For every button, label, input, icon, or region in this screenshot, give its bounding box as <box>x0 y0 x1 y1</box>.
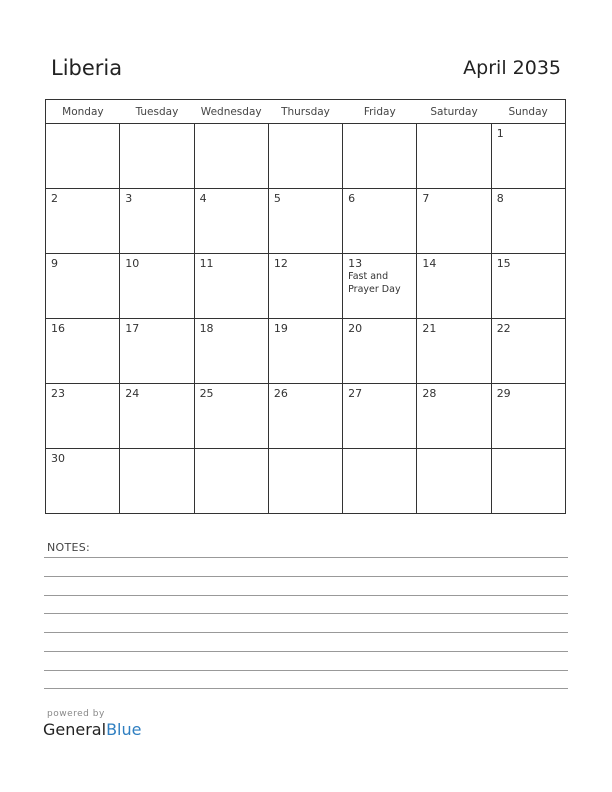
day-cell <box>268 189 342 254</box>
day-cell <box>343 449 417 514</box>
day-cell <box>120 449 194 514</box>
day-number: 28 <box>422 387 437 400</box>
day-cell <box>46 254 120 319</box>
day-number: 14 <box>422 257 437 270</box>
day-cell <box>194 319 268 384</box>
week-row <box>46 319 566 384</box>
day-cell <box>46 124 120 189</box>
weekday-header: Sunday <box>491 100 565 124</box>
day-cell <box>194 254 268 319</box>
week-row <box>46 124 566 189</box>
brand-logo[interactable] <box>43 720 141 739</box>
month-title: April 2035 <box>463 57 561 79</box>
day-number: 16 <box>51 322 65 335</box>
day-number: 15 <box>496 257 511 270</box>
day-cell <box>417 124 491 189</box>
notes-line <box>44 688 568 689</box>
day-cell <box>491 124 565 189</box>
notes-line <box>44 670 568 671</box>
weekday-header: Friday <box>343 100 417 124</box>
day-number: 20 <box>348 322 363 335</box>
day-cell <box>268 319 342 384</box>
week-row <box>46 384 566 449</box>
notes-line <box>44 632 568 633</box>
day-number: 13 <box>348 257 363 270</box>
day-cell <box>417 384 491 449</box>
weekday-header: Wednesday <box>194 100 268 124</box>
weekday-header: Monday <box>46 100 120 124</box>
day-number: 29 <box>496 387 511 400</box>
day-cell <box>491 384 565 449</box>
day-number: 24 <box>125 387 140 400</box>
day-cell <box>194 189 268 254</box>
day-cell <box>491 319 565 384</box>
day-number: 27 <box>348 387 363 400</box>
day-cell <box>268 124 342 189</box>
day-number: 23 <box>51 387 65 400</box>
calendar-grid <box>45 99 566 514</box>
day-cell <box>343 384 417 449</box>
day-number: 8 <box>496 192 504 205</box>
day-number: 4 <box>199 192 207 205</box>
day-number: 1 <box>496 127 504 140</box>
day-number: 2 <box>51 192 58 205</box>
country-title: Liberia <box>51 56 123 80</box>
day-cell <box>194 449 268 514</box>
day-number: 11 <box>199 257 214 270</box>
day-number: 25 <box>199 387 214 400</box>
day-cell <box>417 319 491 384</box>
week-row <box>46 189 566 254</box>
day-cell <box>343 319 417 384</box>
day-cell <box>491 189 565 254</box>
day-cell <box>491 254 565 319</box>
day-number: 6 <box>348 192 356 205</box>
day-cell <box>268 384 342 449</box>
day-cell <box>46 384 120 449</box>
notes-line <box>44 557 568 558</box>
day-number: 17 <box>125 322 140 335</box>
weekday-header: Tuesday <box>120 100 194 124</box>
brand-blue-text: Blue <box>106 720 142 739</box>
day-cell <box>120 189 194 254</box>
weekday-header-row <box>46 100 566 124</box>
day-number: 26 <box>273 387 288 400</box>
day-cell <box>120 254 194 319</box>
notes-line <box>44 651 568 652</box>
brand-general-text: General <box>43 720 107 739</box>
day-cell <box>268 449 342 514</box>
day-cell <box>268 254 342 319</box>
notes-line <box>44 576 568 577</box>
day-cell <box>343 124 417 189</box>
day-number: 9 <box>51 257 58 270</box>
day-cell <box>417 254 491 319</box>
notes-label: NOTES: <box>47 541 91 554</box>
day-number: 5 <box>273 192 281 205</box>
day-cell <box>417 449 491 514</box>
day-number: 18 <box>199 322 214 335</box>
day-cell <box>120 319 194 384</box>
day-cell <box>194 384 268 449</box>
day-number: 12 <box>273 257 288 270</box>
day-number: 19 <box>273 322 288 335</box>
week-row <box>46 254 566 319</box>
day-number: 7 <box>422 192 430 205</box>
weekday-header: Thursday <box>268 100 342 124</box>
day-cell <box>120 124 194 189</box>
holiday-label: Fast and Prayer Day <box>348 271 401 295</box>
notes-line <box>44 595 568 596</box>
week-row <box>46 449 566 514</box>
powered-by-text: powered by <box>47 709 105 719</box>
day-number: 21 <box>422 322 437 335</box>
day-cell <box>343 189 417 254</box>
day-number: 22 <box>496 322 511 335</box>
day-cell <box>343 254 417 319</box>
day-number: 30 <box>51 452 65 465</box>
day-cell <box>120 384 194 449</box>
day-cell <box>194 124 268 189</box>
day-number: 10 <box>125 257 140 270</box>
day-cell <box>46 319 120 384</box>
day-cell <box>46 449 120 514</box>
day-number: 3 <box>125 192 133 205</box>
day-cell <box>46 189 120 254</box>
day-cell <box>491 449 565 514</box>
notes-line <box>44 613 568 614</box>
weekday-header: Saturday <box>417 100 491 124</box>
day-cell <box>417 189 491 254</box>
